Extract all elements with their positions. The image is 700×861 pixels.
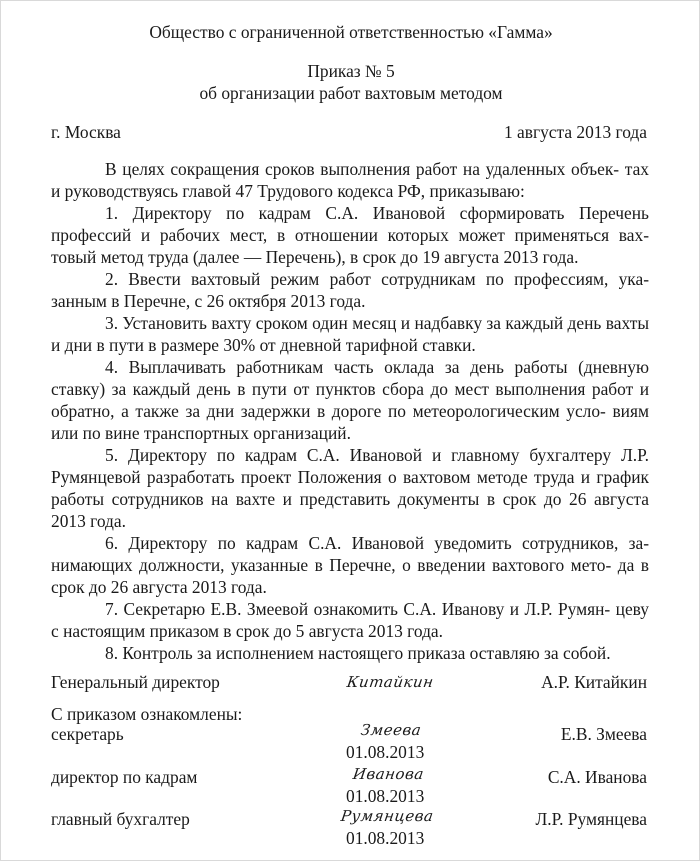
paragraph-item-2: 2. Ввести вахтовый режим работ сотрудникам по профессиям, ука- занным в Перечне, с 26 октября 2013 года. xyxy=(51,269,649,311)
paragraph-item-4: 4. Выплачивать работникам часть оклада за день работы (дневную ставку) за каждый день в пути от пунктов сбора до мест выполнения работ и обратно, а также за дни задержки в дороге по метеорологическим усло- виям или по вине транспортных организаций. xyxy=(51,357,649,443)
ack-signature-secretary: Змеева xyxy=(359,721,423,739)
ack-signature-hr-director: Иванова xyxy=(351,765,426,783)
paragraph-item-3: 3. Установить вахту сроком один месяц и надбавку за каждый день вахты и дни в пути в размере 30% от дневной тарифной ставки. xyxy=(51,313,649,355)
ack-date-hr-director: 01.08.2013 xyxy=(346,786,425,806)
paragraph-item-7: 7. Секретарю Е.В. Змеевой ознакомить С.А. Иванову и Л.Р. Румян- цеву с настоящим приказом в срок до 5 августа 2013 года. xyxy=(51,599,649,641)
ack-position-chief-accountant: главный бухгалтер xyxy=(51,809,190,829)
ack-signature-chief-accountant: Румянцева xyxy=(339,807,435,825)
paragraph-item-6: 6. Директору по кадрам С.А. Ивановой уведомить сотрудников, за- нимающих должности, указанные в Перечне, о введении вахтового мето- да в срок до 26 августа 2013 года. xyxy=(51,533,649,597)
director-signature: Китайкин xyxy=(345,673,435,691)
ack-name-chief-accountant: Л.Р. Румянцева xyxy=(535,809,647,829)
director-position: Генеральный директор xyxy=(51,672,220,692)
ack-position-hr-director: директор по кадрам xyxy=(51,767,198,787)
acknowledged-label: С приказом ознакомлены: xyxy=(51,704,243,724)
paragraph-item-5: 5. Директору по кадрам С.А. Ивановой и главному бухгалтеру Л.Р. Румянцевой разработать проект Положения о вахтовом методе труда и график работы сотрудников на вахте и представить документы в срок до 26 августа 2013 года. xyxy=(51,445,649,531)
document-subtitle: об организации работ вахтовым методом xyxy=(199,83,503,103)
ack-position-secretary: секретарь xyxy=(51,724,124,744)
document-date: 1 августа 2013 года xyxy=(504,122,647,142)
document-title: Приказ № 5 xyxy=(307,61,395,81)
ack-name-hr-director: С.А. Иванова xyxy=(547,767,647,787)
paragraph-intro: В целях сокращения сроков выполнения работ на удаленных объек- тах и руководствуясь главой 47 Трудового кодекса РФ, приказываю: xyxy=(51,159,649,201)
ack-date-chief-accountant: 01.08.2013 xyxy=(346,828,425,848)
paragraph-item-8: 8. Контроль за исполнением настоящего приказа оставляю за собой. xyxy=(105,643,611,663)
director-name: А.Р. Китайкин xyxy=(541,672,647,692)
paragraph-item-1: 1. Директору по кадрам С.А. Ивановой сформировать Перечень профессий и рабочих мест, в отношении которых может применяться вах- товый метод труда (далее — Перечень), в срок до 19 августа 2013 года. xyxy=(51,203,649,267)
order-body xyxy=(51,158,649,664)
organization-name: Общество с ограниченной ответственностью «Гамма» xyxy=(149,22,553,42)
ack-date-secretary: 01.08.2013 xyxy=(346,742,425,762)
city: г. Москва xyxy=(51,122,121,142)
ack-name-secretary: Е.В. Змеева xyxy=(560,724,647,744)
